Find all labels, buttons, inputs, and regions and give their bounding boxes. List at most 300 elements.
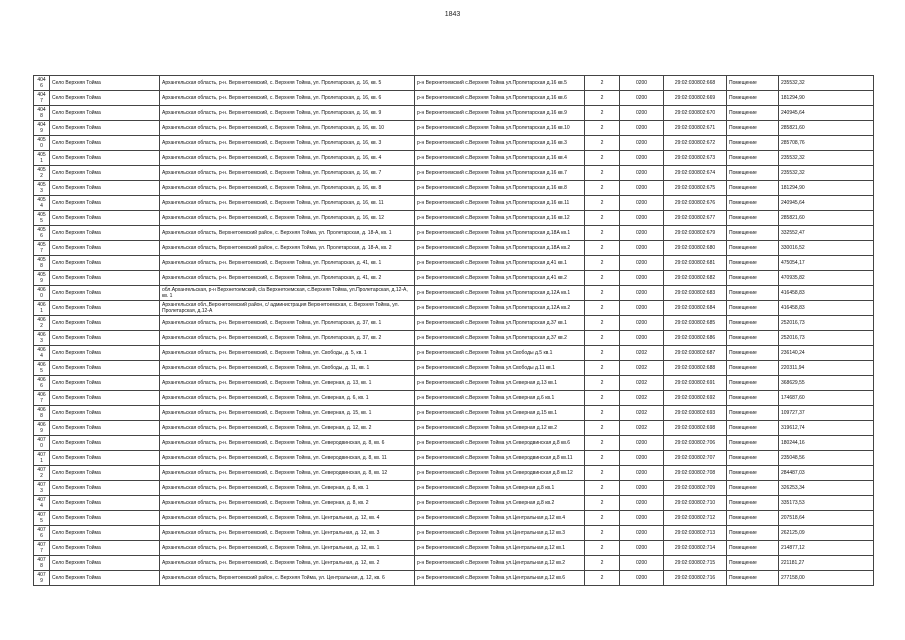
location-description: р-н Верхнетоемский с.Верхняя Тойма ул.Пролетарская д.16 кв.7: [415, 166, 585, 181]
row-number: 4055: [34, 211, 50, 226]
address-cell: Архангельская область, р-н. Верхнетоемский, с. Верхняя Тойма, ул. Северная, д. 6, кв. 1: [160, 391, 415, 406]
settlement-name: Село Верхняя Тойма: [50, 106, 160, 121]
row-number: 4060: [34, 286, 50, 301]
kind-code: 0202: [620, 361, 664, 376]
object-type: Помещение: [727, 76, 779, 91]
address-cell: Архангельская область, р-н. Верхнетоемский, с. Верхняя Тойма, ул. Пролетарская, д. 41, кв. 2: [160, 271, 415, 286]
table-row: [34, 316, 874, 331]
cadastral-value: 240945,64: [779, 196, 874, 211]
address-cell: Архангельская область, р-н. Верхнетоемский, с. Верхняя Тойма, ул. Пролетарская, д. 16, кв. 10: [160, 121, 415, 136]
row-number: 4051: [34, 151, 50, 166]
table-row: [34, 226, 874, 241]
location-description: р-н Верхнетоемский с.Верхняя Тойма ул.Пролетарская д.41 кв.2: [415, 271, 585, 286]
cadastral-value: 470935,82: [779, 271, 874, 286]
kind-code: 0200: [620, 436, 664, 451]
location-description: р-н Верхнетоемский с.Верхняя Тойма ул.Пролетарская д.16 кв.3: [415, 136, 585, 151]
kind-code: 0200: [620, 526, 664, 541]
settlement-name: Село Верхняя Тойма: [50, 331, 160, 346]
category-code: 2: [585, 526, 620, 541]
category-code: 2: [585, 256, 620, 271]
location-description: р-н Верхнетоемский с.Верхняя Тойма ул.Северная д.6 кв.1: [415, 391, 585, 406]
cadastral-number: 29:02:030802:687: [664, 346, 727, 361]
category-code: 2: [585, 361, 620, 376]
address-cell: Архангельская область, Верхнетоемский район, с. Верхняя Тойма, ул. Пролетарская, д. 18-А, кв. 1: [160, 226, 415, 241]
address-cell: Архангельская область, р-н. Верхнетоемский, с. Верхняя Тойма, ул. Пролетарская, д. 16, кв. 11: [160, 196, 415, 211]
kind-code: 0202: [620, 346, 664, 361]
object-type: Помещение: [727, 226, 779, 241]
cadastral-value: 235532,32: [779, 151, 874, 166]
cadastral-value: 181294,90: [779, 91, 874, 106]
address-cell: Архангельская область, р-н. Верхнетоемский, с. Верхняя Тойма, ул. Пролетарская, д. 16, кв. 12: [160, 211, 415, 226]
cadastral-number: 29:02:030802:675: [664, 181, 727, 196]
table-row: [34, 196, 874, 211]
address-cell: Архангельская область, р-н. Верхнетоемский, с. Верхняя Тойма, ул. Пролетарская, д. 16, кв. 7: [160, 166, 415, 181]
object-type: Помещение: [727, 556, 779, 571]
table-row: [34, 76, 874, 91]
row-number: 4052: [34, 166, 50, 181]
cadastral-number: 29:02:030802:684: [664, 301, 727, 316]
address-cell: Архангельская обл.,Верхнетоемский район, с/ администрация Верхнетоемская, с. Верхняя Тойма, ул. Пролетарская, д.12-А: [160, 301, 415, 316]
object-type: Помещение: [727, 256, 779, 271]
table-row: [34, 466, 874, 481]
address-cell: Архангельская область, р-н. Верхнетоемский, с. Верхняя Тойма, ул. Пролетарская, д. 16, кв. 6: [160, 91, 415, 106]
category-code: 2: [585, 496, 620, 511]
address-cell: Архангельская область, р-н. Верхнетоемский, с. Верхняя Тойма, ул. Северодвинская, д. 8, кв. 6: [160, 436, 415, 451]
cadastral-value: 475054,17: [779, 256, 874, 271]
location-description: р-н Верхнетоемский с.Верхняя Тойма ул.Пролетарская д.12А кв.2: [415, 301, 585, 316]
table-row: [34, 511, 874, 526]
settlement-name: Село Верхняя Тойма: [50, 316, 160, 331]
table-row: [34, 571, 874, 586]
cadastral-value: 235048,56: [779, 451, 874, 466]
category-code: 2: [585, 541, 620, 556]
object-type: Помещение: [727, 391, 779, 406]
settlement-name: Село Верхняя Тойма: [50, 466, 160, 481]
object-type: Помещение: [727, 241, 779, 256]
kind-code: 0200: [620, 121, 664, 136]
address-cell: Архангельская область, р-н. Верхнетоемский, с. Верхняя Тойма, ул. Северная, д. 8, кв. 1: [160, 481, 415, 496]
object-type: Помещение: [727, 346, 779, 361]
cadastral-value: 285821,60: [779, 211, 874, 226]
location-description: р-н Верхнетоемский с.Верхняя Тойма ул.Северная д.15 кв.1: [415, 406, 585, 421]
address-cell: Архангельская область, р-н. Верхнетоемский, с. Верхняя Тойма, ул. Пролетарская, д. 16, кв. 9: [160, 106, 415, 121]
address-cell: обл.Архангельская, р-н Верхнетоемский, с/а Верхнетоемская, с.Верхняя Тойма, ул.Пролетарская, д.12-А, кв. 1: [160, 286, 415, 301]
kind-code: 0200: [620, 211, 664, 226]
object-type: Помещение: [727, 151, 779, 166]
category-code: 2: [585, 121, 620, 136]
settlement-name: Село Верхняя Тойма: [50, 511, 160, 526]
table-row: [34, 256, 874, 271]
row-number: 4047: [34, 91, 50, 106]
location-description: р-н Верхнетоемский с.Верхняя Тойма ул.Пролетарская д.41 кв.1: [415, 256, 585, 271]
object-type: Помещение: [727, 541, 779, 556]
cadastral-value: 262125,09: [779, 526, 874, 541]
settlement-name: Село Верхняя Тойма: [50, 136, 160, 151]
kind-code: 0200: [620, 511, 664, 526]
address-cell: Архангельская область, р-н. Верхнетоемский, с. Верхняя Тойма, ул. Центральная, д. 12, кв. 2: [160, 556, 415, 571]
kind-code: 0200: [620, 316, 664, 331]
cadastral-number: 29:02:030802:686: [664, 331, 727, 346]
object-type: Помещение: [727, 481, 779, 496]
kind-code: 0200: [620, 286, 664, 301]
settlement-name: Село Верхняя Тойма: [50, 286, 160, 301]
location-description: р-н Верхнетоемский с.Верхняя Тойма ул.Пролетарская д.16 кв.10: [415, 121, 585, 136]
cadastral-number: 29:02:030802:676: [664, 196, 727, 211]
cadastral-number: 29:02:030802:680: [664, 241, 727, 256]
cadastral-number: 29:02:030802:715: [664, 556, 727, 571]
settlement-name: Село Верхняя Тойма: [50, 436, 160, 451]
row-number: 4057: [34, 241, 50, 256]
table-row: [34, 106, 874, 121]
cadastral-value: 235532,32: [779, 166, 874, 181]
category-code: 2: [585, 451, 620, 466]
settlement-name: Село Верхняя Тойма: [50, 241, 160, 256]
address-cell: Архангельская область, р-н. Верхнетоемский, с. Верхняя Тойма, ул. Центральная, д. 12, кв. 4: [160, 511, 415, 526]
address-cell: Архангельская область, р-н. Верхнетоемский, с. Верхняя Тойма, ул. Пролетарская, д. 41, кв. 1: [160, 256, 415, 271]
cadastral-value: 235532,32: [779, 76, 874, 91]
cadastral-value: 109727,37: [779, 406, 874, 421]
row-number: 4061: [34, 301, 50, 316]
category-code: 2: [585, 286, 620, 301]
location-description: р-н Верхнетоемский с.Верхняя Тойма ул.Центральная д.12 кв.3: [415, 526, 585, 541]
table-row: [34, 121, 874, 136]
table-row: [34, 166, 874, 181]
cadastral-number: 29:02:030802:671: [664, 121, 727, 136]
cadastral-number: 29:02:030802:714: [664, 541, 727, 556]
settlement-name: Село Верхняя Тойма: [50, 406, 160, 421]
cadastral-number: 29:02:030802:716: [664, 571, 727, 586]
settlement-name: Село Верхняя Тойма: [50, 451, 160, 466]
cadastral-number: 29:02:030802:669: [664, 91, 727, 106]
settlement-name: Село Верхняя Тойма: [50, 226, 160, 241]
cadastral-value: 326253,34: [779, 481, 874, 496]
row-number: 4076: [34, 526, 50, 541]
address-cell: Архангельская область, Верхнетоемский район, с. Верхняя Тойма, ул. Центральная, д. 12, кв. 6: [160, 571, 415, 586]
table-row: [34, 421, 874, 436]
settlement-name: Село Верхняя Тойма: [50, 271, 160, 286]
object-type: Помещение: [727, 286, 779, 301]
cadastral-number: 29:02:030802:685: [664, 316, 727, 331]
location-description: р-н Верхнетоемский с.Верхняя Тойма ул.Пролетарская д.18А кв.2: [415, 241, 585, 256]
address-cell: Архангельская область, р-н. Верхнетоемский, с. Верхняя Тойма, ул. Северная, д. 8, кв. 2: [160, 496, 415, 511]
category-code: 2: [585, 346, 620, 361]
settlement-name: Село Верхняя Тойма: [50, 361, 160, 376]
row-number: 4068: [34, 406, 50, 421]
category-code: 2: [585, 301, 620, 316]
settlement-name: Село Верхняя Тойма: [50, 121, 160, 136]
row-number: 4058: [34, 256, 50, 271]
table-row: [34, 406, 874, 421]
row-number: 4064: [34, 346, 50, 361]
cadastral-number: 29:02:030802:688: [664, 361, 727, 376]
category-code: 2: [585, 151, 620, 166]
row-number: 4070: [34, 436, 50, 451]
cadastral-value: 180244,16: [779, 436, 874, 451]
object-type: Помещение: [727, 316, 779, 331]
row-number: 4075: [34, 511, 50, 526]
location-description: р-н Верхнетоемский с.Верхняя Тойма ул.Пролетарская д.16 кв.4: [415, 151, 585, 166]
cadastral-value: 368629,55: [779, 376, 874, 391]
cadastral-number: 29:02:030802:682: [664, 271, 727, 286]
cadastral-value: 240945,64: [779, 106, 874, 121]
settlement-name: Село Верхняя Тойма: [50, 421, 160, 436]
cadastral-number: 29:02:030802:713: [664, 526, 727, 541]
cadastral-value: 285821,60: [779, 121, 874, 136]
cadastral-number: 29:02:030802:672: [664, 136, 727, 151]
category-code: 2: [585, 436, 620, 451]
cadastral-value: 332552,47: [779, 226, 874, 241]
kind-code: 0200: [620, 256, 664, 271]
object-type: Помещение: [727, 106, 779, 121]
table-row: [34, 181, 874, 196]
cadastral-number: 29:02:030802:709: [664, 481, 727, 496]
row-number: 4065: [34, 361, 50, 376]
cadastral-value: 221181,27: [779, 556, 874, 571]
address-cell: Архангельская область, р-н. Верхнетоемский, с. Верхняя Тойма, ул. Пролетарская, д. 16, кв. 8: [160, 181, 415, 196]
location-description: р-н Верхнетоемский с.Верхняя Тойма ул.Пролетарская д.12А кв.1: [415, 286, 585, 301]
cadastral-value: 252016,73: [779, 316, 874, 331]
cadastral-value: 416458,83: [779, 301, 874, 316]
table-row: [34, 361, 874, 376]
kind-code: 0200: [620, 166, 664, 181]
cadastral-value: 335173,53: [779, 496, 874, 511]
table-row: [34, 271, 874, 286]
category-code: 2: [585, 136, 620, 151]
address-cell: Архангельская область, р-н. Верхнетоемский, с. Верхняя Тойма, ул. Центральная, д. 12, кв. 3: [160, 526, 415, 541]
location-description: р-н Верхнетоемский с.Верхняя Тойма ул.Пролетарская д.16 кв.5: [415, 76, 585, 91]
settlement-name: Село Верхняя Тойма: [50, 496, 160, 511]
settlement-name: Село Верхняя Тойма: [50, 166, 160, 181]
settlement-name: Село Верхняя Тойма: [50, 481, 160, 496]
table-row: [34, 541, 874, 556]
settlement-name: Село Верхняя Тойма: [50, 571, 160, 586]
kind-code: 0202: [620, 391, 664, 406]
cadastral-number: 29:02:030802:683: [664, 286, 727, 301]
registry-table: [33, 75, 874, 586]
cadastral-value: 330016,52: [779, 241, 874, 256]
cadastral-number: 29:02:030802:674: [664, 166, 727, 181]
row-number: 4066: [34, 376, 50, 391]
object-type: Помещение: [727, 166, 779, 181]
kind-code: 0202: [620, 421, 664, 436]
cadastral-value: 416458,83: [779, 286, 874, 301]
table-row: [34, 556, 874, 571]
kind-code: 0200: [620, 541, 664, 556]
category-code: 2: [585, 556, 620, 571]
address-cell: Архангельская область, р-н. Верхнетоемский, с. Верхняя Тойма, ул. Северная, д. 15, кв. 1: [160, 406, 415, 421]
location-description: р-н Верхнетоемский с.Верхняя Тойма ул.Свободы д.11 кв.1: [415, 361, 585, 376]
object-type: Помещение: [727, 406, 779, 421]
table-row: [34, 151, 874, 166]
location-description: р-н Верхнетоемский с.Верхняя Тойма ул.Свободы д.5 кв.1: [415, 346, 585, 361]
row-number: 4074: [34, 496, 50, 511]
row-number: 4069: [34, 421, 50, 436]
address-cell: Архангельская область, р-н. Верхнетоемский, с. Верхняя Тойма, ул. Северная, д. 12, кв. 2: [160, 421, 415, 436]
object-type: Помещение: [727, 331, 779, 346]
address-cell: Архангельская область, р-н. Верхнетоемский, с. Верхняя Тойма, ул. Пролетарская, д. 16, кв. 3: [160, 136, 415, 151]
table-row: [34, 241, 874, 256]
category-code: 2: [585, 271, 620, 286]
cadastral-value: 319612,74: [779, 421, 874, 436]
category-code: 2: [585, 466, 620, 481]
category-code: 2: [585, 166, 620, 181]
row-number: 4049: [34, 121, 50, 136]
category-code: 2: [585, 106, 620, 121]
kind-code: 0200: [620, 91, 664, 106]
settlement-name: Село Верхняя Тойма: [50, 376, 160, 391]
category-code: 2: [585, 571, 620, 586]
object-type: Помещение: [727, 121, 779, 136]
settlement-name: Село Верхняя Тойма: [50, 181, 160, 196]
kind-code: 0200: [620, 106, 664, 121]
object-type: Помещение: [727, 271, 779, 286]
settlement-name: Село Верхняя Тойма: [50, 541, 160, 556]
kind-code: 0200: [620, 196, 664, 211]
object-type: Помещение: [727, 436, 779, 451]
kind-code: 0200: [620, 226, 664, 241]
object-type: Помещение: [727, 571, 779, 586]
cadastral-value: 174687,60: [779, 391, 874, 406]
location-description: р-н Верхнетоемский с.Верхняя Тойма ул.Центральная д.12 кв.1: [415, 541, 585, 556]
table-row: [34, 286, 874, 301]
location-description: р-н Верхнетоемский с.Верхняя Тойма ул.Северная д.13 кв.1: [415, 376, 585, 391]
kind-code: 0200: [620, 331, 664, 346]
row-number: 4054: [34, 196, 50, 211]
object-type: Помещение: [727, 136, 779, 151]
kind-code: 0200: [620, 496, 664, 511]
cadastral-number: 29:02:030802:668: [664, 76, 727, 91]
cadastral-value: 220311,94: [779, 361, 874, 376]
cadastral-value: 277158,00: [779, 571, 874, 586]
category-code: 2: [585, 316, 620, 331]
location-description: р-н Верхнетоемский с.Верхняя Тойма ул.Пролетарская д.18А кв.1: [415, 226, 585, 241]
object-type: Помещение: [727, 376, 779, 391]
row-number: 4056: [34, 226, 50, 241]
category-code: 2: [585, 91, 620, 106]
address-cell: Архангельская область, р-н. Верхнетоемский, с. Верхняя Тойма, ул. Пролетарская, д. 37, кв. 2: [160, 331, 415, 346]
address-cell: Архангельская область, р-н. Верхнетоемский, с. Верхняя Тойма, ул. Пролетарская, д. 16, кв. 4: [160, 151, 415, 166]
row-number: 4067: [34, 391, 50, 406]
category-code: 2: [585, 196, 620, 211]
cadastral-number: 29:02:030802:693: [664, 406, 727, 421]
category-code: 2: [585, 331, 620, 346]
cadastral-value: 285708,76: [779, 136, 874, 151]
category-code: 2: [585, 376, 620, 391]
location-description: р-н Верхнетоемский с.Верхняя Тойма ул.Пролетарская д.16 кв.11: [415, 196, 585, 211]
cadastral-number: 29:02:030802:692: [664, 391, 727, 406]
location-description: р-н Верхнетоемский с.Верхняя Тойма ул.Пролетарская д.16 кв.9: [415, 106, 585, 121]
location-description: р-н Верхнетоемский с.Верхняя Тойма ул.Пролетарская д.16 кв.8: [415, 181, 585, 196]
address-cell: Архангельская область, р-н. Верхнетоемский, с. Верхняя Тойма, ул. Северодвинская, д. 8, кв. 11: [160, 451, 415, 466]
settlement-name: Село Верхняя Тойма: [50, 91, 160, 106]
object-type: Помещение: [727, 181, 779, 196]
category-code: 2: [585, 391, 620, 406]
location-description: р-н Верхнетоемский с.Верхняя Тойма ул.Северная д.8 кв.2: [415, 496, 585, 511]
row-number: 4048: [34, 106, 50, 121]
table-row: [34, 496, 874, 511]
kind-code: 0200: [620, 76, 664, 91]
kind-code: 0200: [620, 481, 664, 496]
kind-code: 0202: [620, 406, 664, 421]
kind-code: 0200: [620, 271, 664, 286]
kind-code: 0200: [620, 556, 664, 571]
object-type: Помещение: [727, 526, 779, 541]
address-cell: Архангельская область, Верхнетоемский район, с. Верхняя Тойма, ул. Пролетарская, д. 18-А, кв. 2: [160, 241, 415, 256]
row-number: 4071: [34, 451, 50, 466]
cadastral-number: 29:02:030802:698: [664, 421, 727, 436]
cadastral-number: 29:02:030802:679: [664, 226, 727, 241]
cadastral-number: 29:02:030802:712: [664, 511, 727, 526]
object-type: Помещение: [727, 211, 779, 226]
category-code: 2: [585, 481, 620, 496]
row-number: 4059: [34, 271, 50, 286]
cadastral-number: 29:02:030802:681: [664, 256, 727, 271]
settlement-name: Село Верхняя Тойма: [50, 556, 160, 571]
cadastral-value: 252016,73: [779, 331, 874, 346]
table-row: [34, 211, 874, 226]
kind-code: 0202: [620, 376, 664, 391]
row-number: 4072: [34, 466, 50, 481]
kind-code: 0200: [620, 466, 664, 481]
location-description: р-н Верхнетоемский с.Верхняя Тойма ул.Центральная д.12 кв.4: [415, 511, 585, 526]
address-cell: Архангельская область, р-н. Верхнетоемский, с. Верхняя Тойма, ул. Свободы, д. 11, кв. 1: [160, 361, 415, 376]
address-cell: Архангельская область, р-н. Верхнетоемский, с. Верхняя Тойма, ул. Пролетарская, д. 16, кв. 5: [160, 76, 415, 91]
cadastral-number: 29:02:030802:677: [664, 211, 727, 226]
location-description: р-н Верхнетоемский с.Верхняя Тойма ул.Пролетарская д.16 кв.6: [415, 91, 585, 106]
cadastral-number: 29:02:030802:673: [664, 151, 727, 166]
row-number: 4077: [34, 541, 50, 556]
address-cell: Архангельская область, р-н. Верхнетоемский, с. Верхняя Тойма, ул. Свободы, д. 5, кв. 1: [160, 346, 415, 361]
table-row: [34, 481, 874, 496]
cadastral-number: 29:02:030802:710: [664, 496, 727, 511]
object-type: Помещение: [727, 91, 779, 106]
settlement-name: Село Верхняя Тойма: [50, 256, 160, 271]
object-type: Помещение: [727, 361, 779, 376]
category-code: 2: [585, 76, 620, 91]
settlement-name: Село Верхняя Тойма: [50, 151, 160, 166]
settlement-name: Село Верхняя Тойма: [50, 526, 160, 541]
category-code: 2: [585, 406, 620, 421]
table-row: [34, 346, 874, 361]
settlement-name: Село Верхняя Тойма: [50, 391, 160, 406]
location-description: р-н Верхнетоемский с.Верхняя Тойма ул.Пролетарская д.37 кв.2: [415, 331, 585, 346]
object-type: Помещение: [727, 301, 779, 316]
settlement-name: Село Верхняя Тойма: [50, 76, 160, 91]
category-code: 2: [585, 241, 620, 256]
kind-code: 0200: [620, 241, 664, 256]
category-code: 2: [585, 211, 620, 226]
address-cell: Архангельская область, р-н. Верхнетоемский, с. Верхняя Тойма, ул. Центральная, д. 12, кв. 1: [160, 541, 415, 556]
settlement-name: Село Верхняя Тойма: [50, 301, 160, 316]
location-description: р-н Верхнетоемский с.Верхняя Тойма ул.Северная д.12 кв.2: [415, 421, 585, 436]
address-cell: Архангельская область, р-н. Верхнетоемский, с. Верхняя Тойма, ул. Северная, д. 13, кв. 1: [160, 376, 415, 391]
row-number: 4079: [34, 571, 50, 586]
address-cell: Архангельская область, р-н. Верхнетоемский, с. Верхняя Тойма, ул. Северодвинская, д. 8, кв. 12: [160, 466, 415, 481]
table-row: [34, 301, 874, 316]
row-number: 4053: [34, 181, 50, 196]
settlement-name: Село Верхняя Тойма: [50, 346, 160, 361]
object-type: Помещение: [727, 496, 779, 511]
cadastral-number: 29:02:030802:670: [664, 106, 727, 121]
object-type: Помещение: [727, 466, 779, 481]
cadastral-number: 29:02:030802:706: [664, 436, 727, 451]
location-description: р-н Верхнетоемский с.Верхняя Тойма ул.Пролетарская д.16 кв.12: [415, 211, 585, 226]
cadastral-value: 207518,64: [779, 511, 874, 526]
kind-code: 0200: [620, 181, 664, 196]
registry-rows: [34, 76, 874, 586]
object-type: Помещение: [727, 421, 779, 436]
page-number: 1843: [444, 11, 461, 18]
